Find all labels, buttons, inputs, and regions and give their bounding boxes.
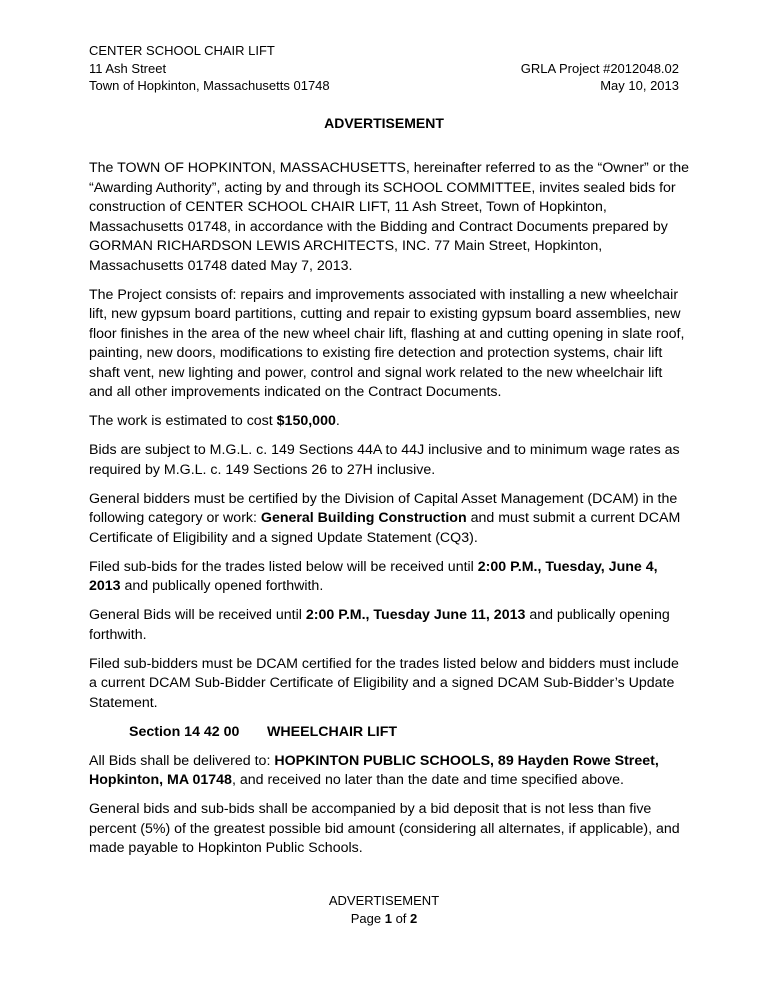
page-total: 2 <box>410 910 418 926</box>
paragraph-bid-deposit: General bids and sub-bids shall be accompanied by a bid deposit that is not less than five percent (5%) of the greatest possible bid amount (considering all alternates, if applicable), and made payable to Hopkinton Public Schools. <box>89 801 680 856</box>
document-body <box>89 159 689 868</box>
paragraph-project-scope: The Project consists of: repairs and improvements associated with installing a new wheelchair lift, new gypsum board partitions, cutting and repair to existing gypsum board assemblies, new floor finishes in the area of the new wheel chair lift, flashing at and cutting opening in slate roof, painting, new doors, modifications to existing fire detection and protection systems, chair lift shaft vent, new lighting and power, control and signal work related to the new wheelchair lift and all other improvements indicated on the Contract Documents. <box>89 286 685 400</box>
subbid-text: Filed sub-bids for the trades listed below will be received until <box>89 558 478 575</box>
cost-text: The work is estimated to cost <box>89 413 277 429</box>
cost-text-end: . <box>335 413 340 429</box>
page-word: Page <box>350 910 382 926</box>
document-title: ADVERTISEMENT <box>324 115 444 131</box>
project-street: 11 Ash Street <box>89 60 167 76</box>
certification-text: General bidders must be certified by the Division of Capital Asset Management (DCAM) in the following category or work: <box>89 490 678 526</box>
project-reference-block <box>419 60 679 95</box>
of-word: of <box>395 910 407 926</box>
project-address-block <box>89 42 409 95</box>
certification-text-end: and must submit a current DCAM Certificate of Eligibility and a signed Update Statement (CQ3). <box>89 510 681 546</box>
project-town: Town of Hopkinton, Massachusetts 01748 <box>89 78 330 93</box>
delivery-text: All Bids shall be delivered to: <box>89 752 275 769</box>
paragraph-subbidder-requirements: Filed sub-bidders must be DCAM certified for the trades listed below and bidders must include a current DCAM Sub-Bidder Certificate of Eligibility and a signed DCAM Sub-Bidder’s Update Statement. <box>89 655 679 711</box>
subbid-deadline: 2:00 P.M., Tuesday, June 4, 2013 <box>89 558 658 594</box>
document-date: May 10, 2013 <box>600 78 679 93</box>
paragraph-estimated-cost <box>89 412 689 432</box>
cost-amount: $150,000 <box>276 413 336 429</box>
trade-section-line <box>89 723 689 743</box>
paragraph-general-bid-deadline <box>89 606 689 645</box>
project-name: CENTER SCHOOL CHAIR LIFT <box>89 43 275 58</box>
page-number <box>0 910 768 928</box>
trade-section-number: Section 14 42 00 <box>129 723 240 740</box>
paragraph-delivery <box>89 752 689 791</box>
delivery-location: HOPKINTON PUBLIC SCHOOLS, 89 Hayden Rowe Street, Hopkinton, MA 01748 <box>89 752 659 788</box>
page-current: 1 <box>384 910 392 926</box>
trade-section-name: WHEELCHAIR LIFT <box>267 723 398 740</box>
page-footer <box>0 892 768 927</box>
paragraph-owner-invitation: The TOWN OF HOPKINTON, MASSACHUSETTS, hereinafter referred to as the “Owner” or the “Awarding Authority”, acting by and through its SCHOOL COMMITTEE, invites sealed bids for construction of CENTER SCHOOL CHAIR LIFT, 11 Ash Street, Town of Hopkinton, Massachusetts 01748, in accordance with the Bidding and Contract Documents prepared by GORMAN RICHARDSON LEWIS ARCHITECTS, INC. 77 Main Street, Hopkinton, Massachusetts 01748 dated May 7, 2013. <box>89 160 689 274</box>
subbid-text-end: and publically opened forthwith. <box>120 578 324 594</box>
general-bid-text-end: and publically opening forthwith. <box>89 607 670 643</box>
paragraph-certification <box>89 490 689 549</box>
general-bid-text: General Bids will be received until <box>89 607 306 623</box>
delivery-text-end: , and received no later than the date and time specified above. <box>231 772 624 788</box>
project-number: GRLA Project #2012048.02 <box>520 60 679 76</box>
paragraph-subbid-deadline <box>89 558 689 597</box>
paragraph-statutes: Bids are subject to M.G.L. c. 149 Sections 44A to 44J inclusive and to minimum wage rates as required by M.G.L. c. 149 Sections 26 to 27H inclusive. <box>89 442 680 478</box>
certification-category: General Building Construction <box>260 510 467 526</box>
footer-label: ADVERTISEMENT <box>328 893 440 908</box>
general-bid-deadline: 2:00 P.M., Tuesday June 11, 2013 <box>305 607 526 623</box>
